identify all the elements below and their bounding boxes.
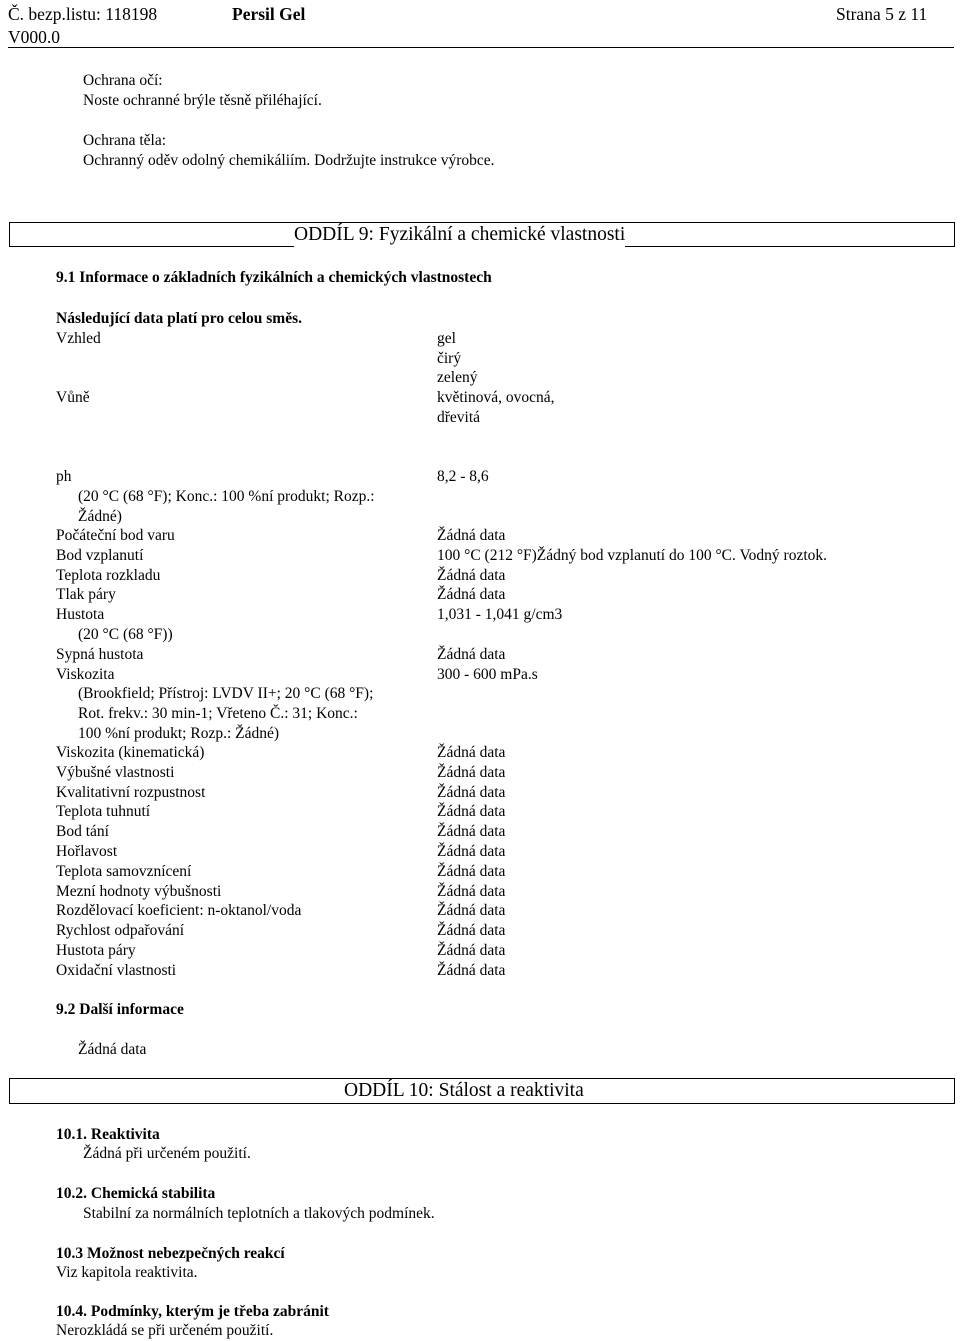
appearance-value-2: čirý	[437, 350, 462, 367]
property-value: Žádná data	[437, 941, 506, 959]
property-value: Žádná data	[437, 763, 506, 781]
hazardous-reactions-heading: 10.3 Možnost nebezpečných reakcí	[56, 1245, 285, 1262]
subsection-9-2-text: Žádná data	[78, 1041, 147, 1058]
viscosity-detail-line: (Brookfield; Přístroj: LVDV II+; 20 °C (68 °F);	[78, 685, 374, 702]
property-label: Tlak páry	[56, 586, 116, 604]
odor-value-1: květinová, ovocná,	[437, 389, 555, 406]
property-label: Oxidační vlastnosti	[56, 961, 177, 979]
property-label: Viskozita (kinematická)	[56, 744, 205, 761]
property-values-b	[437, 645, 538, 685]
property-label: Rozdělovací koeficient: n-oktanol/voda	[56, 902, 302, 920]
eye-protection-title: Ochrana očí:	[83, 72, 163, 89]
property-value: Žádná data	[437, 862, 506, 880]
stability-heading: 10.2. Chemická stabilita	[56, 1185, 216, 1202]
property-label: Hořlavost	[56, 842, 118, 860]
doc-number: Č. bezp.listu: 118198	[8, 4, 158, 24]
property-value: 1,031 - 1,041 g/cm3	[437, 606, 563, 624]
property-value: Žádná data	[437, 646, 506, 663]
viscosity-detail-line: 100 %ní produkt; Rozp.: Žádné)	[78, 724, 280, 742]
property-value: Žádná data	[437, 882, 506, 900]
appearance-value-3: zelený	[437, 369, 478, 386]
stability-text: Stabilní za normálních teplotních a tlakových podmínek.	[83, 1205, 435, 1222]
odor-label: Vůně	[56, 389, 90, 406]
property-label: Sypná hustota	[56, 646, 144, 663]
subsection-9-2: 9.2 Další informace	[56, 1001, 184, 1018]
section-9-title: ODDÍL 9: Fyzikální a chemické vlastnosti	[294, 224, 626, 245]
ph-detail-1: (20 °C (68 °F); Konc.: 100 %ní produkt; Rozp.:	[78, 488, 375, 505]
body-protection-title: Ochrana těla:	[83, 132, 167, 149]
appearance-label: Vzhled	[56, 330, 101, 347]
page-number: Strana 5 z 11	[836, 4, 928, 24]
property-label: Hustota páry	[56, 941, 136, 959]
section-10-title: ODDÍL 10: Stálost a reaktivita	[344, 1080, 584, 1101]
property-label: Teplota tuhnutí	[56, 803, 151, 821]
property-value: Žádná data	[437, 922, 506, 940]
version: V000.0	[8, 27, 61, 47]
property-value: Žádná data	[437, 566, 506, 584]
property-value: Žádná data	[437, 902, 506, 920]
hazardous-reactions-text: Viz kapitola reaktivita.	[56, 1264, 198, 1281]
property-label: Teplota rozkladu	[56, 566, 161, 584]
property-label: Teplota samovznícení	[56, 862, 192, 880]
property-list-a	[56, 526, 175, 625]
conditions-to-avoid-heading: 10.4. Podmínky, kterým je třeba zabránit	[56, 1303, 329, 1320]
property-value: 100 °C (212 °F)Žádný bod vzplanutí do 100 °C. Vodný roztok.	[437, 546, 828, 564]
odor-value-2: dřevitá	[437, 409, 481, 426]
reactivity-heading: 10.1. Reaktivita	[56, 1126, 160, 1143]
property-value: Žádná data	[437, 803, 506, 821]
applies-note: Následující data platí pro celou směs.	[56, 310, 302, 327]
property-label: Výbušné vlastnosti	[56, 763, 175, 781]
property-value: Žádná data	[437, 586, 506, 604]
property-label: Kvalitativní rozpustnost	[56, 783, 206, 801]
property-value: Žádná data	[437, 744, 506, 761]
viscosity-detail	[78, 684, 373, 743]
density-detail: (20 °C (68 °F))	[78, 626, 173, 643]
property-value: Žádná data	[437, 842, 506, 860]
subsection-9-1: 9.1 Informace o základních fyzikálních a chemických vlastnostech	[56, 269, 492, 286]
property-list-c	[56, 743, 301, 981]
header-rule	[8, 47, 954, 48]
property-value: Žádná data	[437, 527, 506, 544]
conditions-to-avoid-text: Nerozkládá se při určeném použití.	[56, 1322, 274, 1339]
ph-value: 8,2 - 8,6	[437, 468, 489, 485]
property-label: Počáteční bod varu	[56, 527, 175, 544]
property-value: Žádná data	[437, 783, 506, 801]
property-label: Hustota	[56, 606, 105, 624]
property-value: 300 - 600 mPa.s	[437, 665, 538, 683]
property-label: Rychlost odpařování	[56, 922, 185, 940]
body-protection-text: Ochranný oděv odolný chemikáliím. Dodržujte instrukce výrobce.	[83, 152, 495, 169]
property-list-b	[56, 645, 143, 685]
property-label: Viskozita	[56, 665, 115, 683]
property-label: Bod vzplanutí	[56, 546, 144, 564]
reactivity-text: Žádná při určeném použití.	[83, 1145, 251, 1162]
appearance-value-1: gel	[437, 330, 456, 347]
ph-detail-2: Žádné)	[78, 508, 122, 525]
property-value: Žádná data	[437, 961, 506, 979]
property-value: Žádná data	[437, 823, 506, 841]
property-values-a	[437, 526, 827, 625]
property-label: Bod tání	[56, 823, 109, 841]
property-label: Mezní hodnoty výbušnosti	[56, 882, 222, 900]
viscosity-detail-line: Rot. frekv.: 30 min-1; Vřeteno Č.: 31; Konc.:	[78, 704, 358, 722]
property-values-c	[437, 743, 505, 981]
product-name: Persil Gel	[232, 4, 306, 24]
eye-protection-text: Noste ochranné brýle těsně přiléhající.	[83, 92, 322, 109]
ph-label: ph	[56, 468, 72, 485]
